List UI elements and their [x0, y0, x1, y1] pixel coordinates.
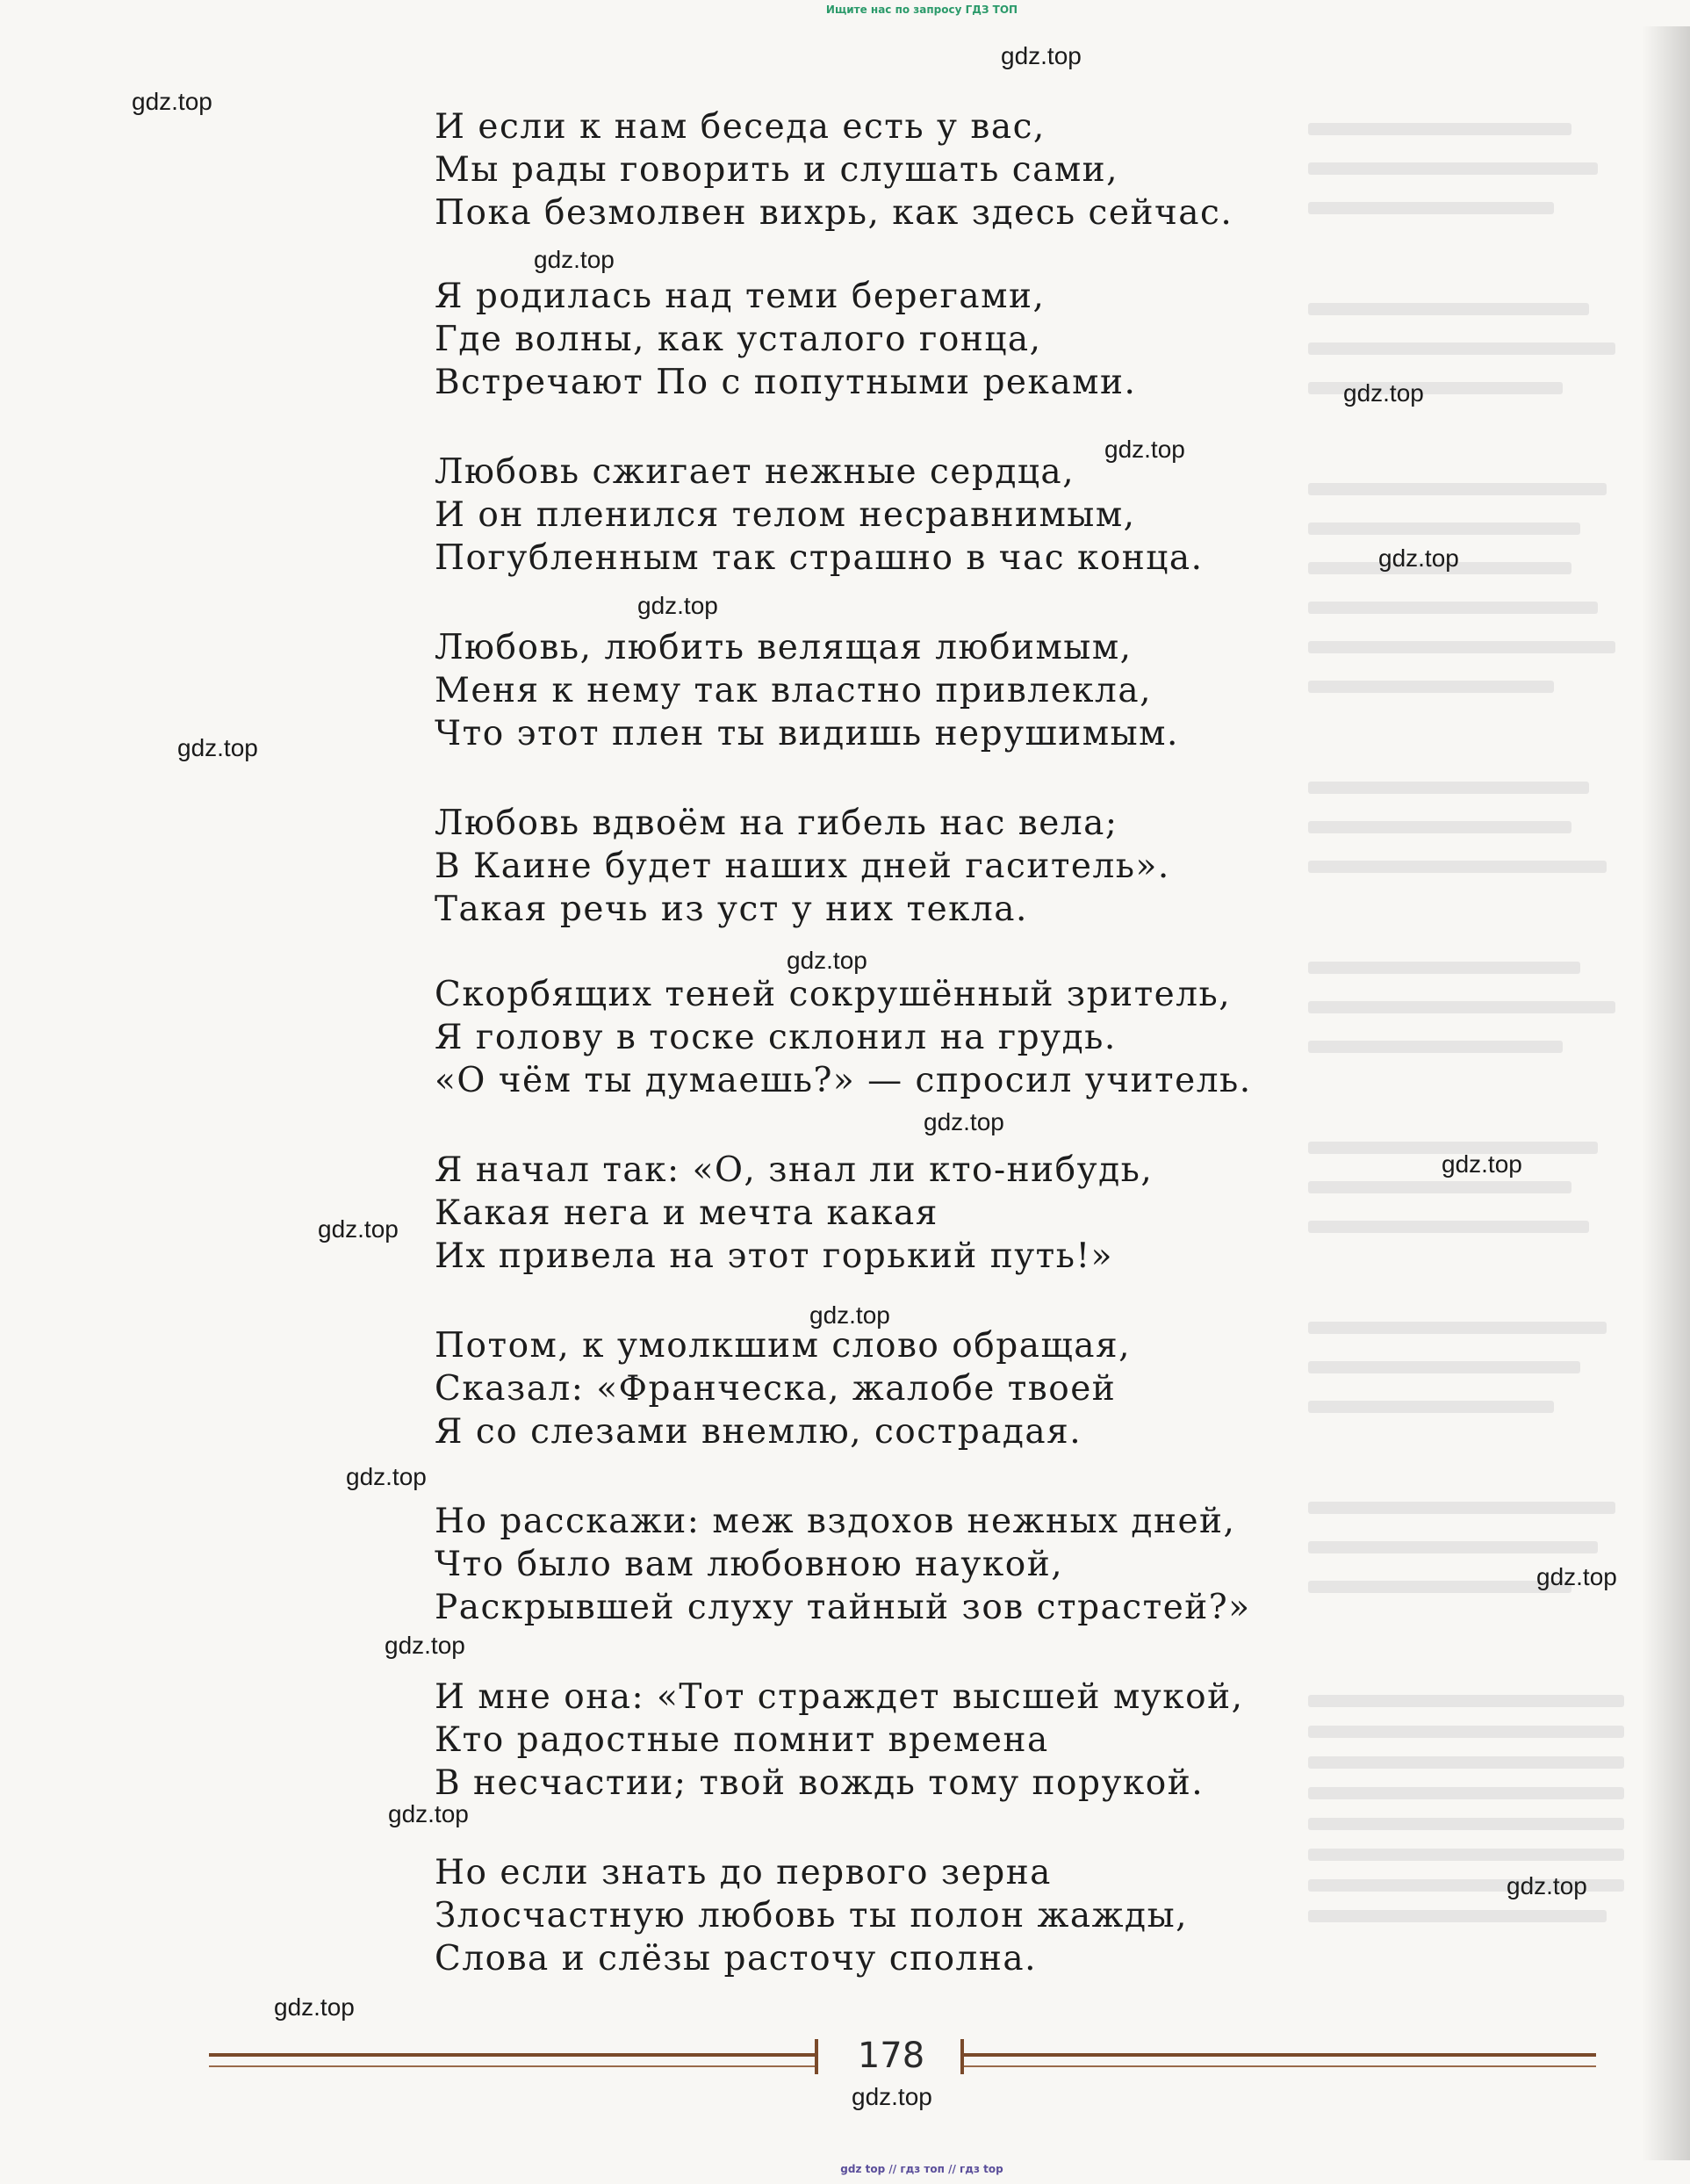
poem-line: Слова и слёзы расточу сполна. — [435, 1939, 1037, 1979]
poem-line: Мы рады говорить и слушать сами, — [435, 150, 1119, 190]
watermark: gdz.top — [1442, 1150, 1522, 1178]
footer-rule-left — [209, 2053, 815, 2067]
watermark: gdz.top — [1001, 42, 1082, 69]
poem-line: Что этот плен ты видишь нерушимым. — [435, 714, 1179, 753]
poem-line: Где волны, как усталого гонца, — [435, 320, 1042, 359]
watermark: gdz.top — [346, 1463, 427, 1490]
stanza-11 — [435, 1851, 1339, 1980]
page-number: 178 — [857, 2036, 925, 2076]
footer-note: gdz top // гдз топ // гдз top — [840, 2163, 1003, 2175]
watermark: gdz.top — [318, 1215, 399, 1243]
poem-line: И мне она: «Тот страждет высшей мукой, — [435, 1677, 1244, 1717]
poem-line: Сказал: «Франческа, жалобе твоей — [435, 1369, 1117, 1409]
poem-line: Встречают По с попутными реками. — [435, 363, 1137, 402]
watermark: gdz.top — [924, 1108, 1004, 1135]
poem-line: Что было вам любовною наукой, — [435, 1545, 1064, 1584]
poem-line: Но расскажи: меж вздохов нежных дней, — [435, 1502, 1236, 1541]
bleed-through-text — [1308, 114, 1642, 2090]
poem-line: «О чём ты думаешь?» — спросил учитель. — [435, 1061, 1252, 1100]
watermark: gdz.top — [1378, 544, 1459, 572]
watermark: gdz.top — [1536, 1563, 1617, 1590]
watermark: gdz.top — [852, 2083, 932, 2110]
footer-tick — [815, 2039, 818, 2074]
stanza-8 — [435, 1324, 1339, 1453]
watermark: gdz.top — [177, 734, 258, 761]
poem-line: Злосчастную любовь ты полон жажды, — [435, 1896, 1189, 1935]
poem-line: И если к нам беседа есть у вас, — [435, 107, 1046, 147]
poem-line: Любовь сжигает нежные сердца, — [435, 452, 1075, 492]
poem-line: Какая нега и мечта какая — [435, 1193, 938, 1233]
watermark: gdz.top — [1104, 436, 1185, 463]
stanza-5 — [435, 802, 1339, 931]
stanza-10 — [435, 1676, 1339, 1805]
footer-rule-right — [964, 2053, 1596, 2067]
poem-line: И он пленился телом несравнимым, — [435, 495, 1136, 535]
poem-line: Я начал так: «О, знал ли кто-нибудь, — [435, 1150, 1154, 1190]
poem-line: Я родилась над теми берегами, — [435, 277, 1046, 316]
watermark: gdz.top — [787, 947, 867, 974]
watermark: gdz.top — [385, 1632, 465, 1659]
stanza-2 — [435, 275, 1339, 404]
watermark: gdz.top — [274, 1993, 355, 2021]
watermark: gdz.top — [534, 246, 615, 273]
poem-line: Любовь, любить велящая любимым, — [435, 628, 1133, 667]
poem-line: Я голову в тоске склонил на грудь. — [435, 1018, 1117, 1057]
watermark: gdz.top — [132, 88, 212, 115]
poem-line: Их привела на этот горький путь!» — [435, 1236, 1113, 1276]
poem-line: Скорбящих теней сокрушённый зритель, — [435, 975, 1232, 1014]
stanza-4 — [435, 626, 1339, 755]
poem-line: Но если знать до первого зерна — [435, 1853, 1052, 1892]
watermark: gdz.top — [809, 1301, 890, 1329]
poem-line: Потом, к умолкшим слово обращая, — [435, 1326, 1131, 1366]
page-edge-shadow — [1642, 26, 1690, 2160]
stanza-9 — [435, 1500, 1339, 1629]
stanza-1 — [435, 105, 1339, 234]
stanza-3 — [435, 450, 1339, 580]
watermark: gdz.top — [388, 1800, 469, 1827]
watermark: gdz.top — [637, 592, 718, 619]
poem-line: Я со слезами внемлю, сострадая. — [435, 1412, 1082, 1452]
poem-line: Такая речь из уст у них текла. — [435, 890, 1028, 929]
watermark: gdz.top — [1507, 1872, 1587, 1899]
header-note: Ищите нас по запросу ГДЗ ТОП — [825, 4, 1018, 16]
poem-line: Погубленным так страшно в час конца. — [435, 538, 1204, 578]
stanza-7 — [435, 1149, 1339, 1278]
poem-line: Кто радостные помнит времена — [435, 1720, 1049, 1760]
poem-line: В несчастии; твой вождь тому порукой. — [435, 1763, 1205, 1803]
poem-line: Пока безмолвен вихрь, как здесь сейчас. — [435, 193, 1233, 233]
poem-line: Меня к нему так властно привлекла, — [435, 671, 1152, 710]
poem-line: В Каине будет наших дней гаситель». — [435, 847, 1170, 886]
stanza-6 — [435, 973, 1339, 1102]
poem-line: Раскрывшей слуху тайный зов страстей?» — [435, 1588, 1251, 1627]
poem-line: Любовь вдвоём на гибель нас вела; — [435, 804, 1118, 843]
watermark: gdz.top — [1343, 379, 1424, 407]
